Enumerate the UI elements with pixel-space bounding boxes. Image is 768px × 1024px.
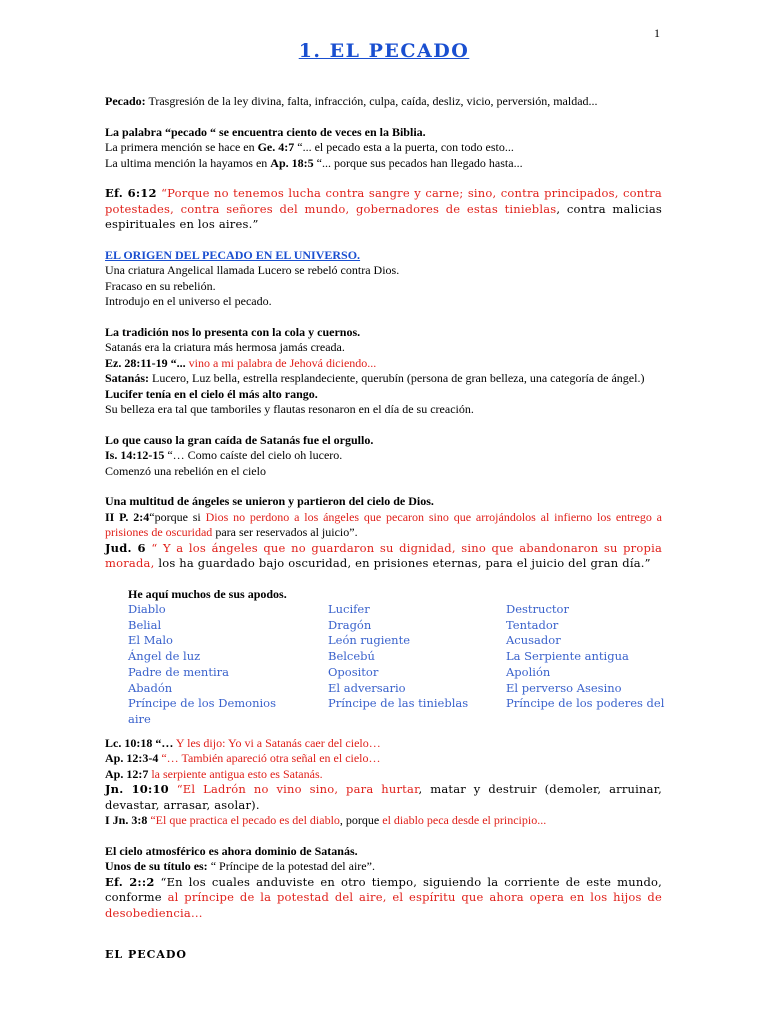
- apodo-item: El Malo: [128, 633, 173, 648]
- multitud-heading: Una multitud de ángeles se unieron y partieron del cielo de Dios.: [105, 494, 434, 508]
- citas-section: Lc. 10:18 “… Y les dijo: Yo vi a Satanás caer del cielo… Ap. 12:3-4 “… También apareció otra señal en el cielo… Ap. 12:7 la serpiente antigua esto es Satanás. Jn. 10:10 “El Ladrón no vino sino, para hurtar, matar y destruir (demoler, arruinar, devastar, arrasar, asolar). I Jn. 3:8 “El que practica el pecado es del diablo, porque el diablo peca desde el principio...: [105, 735, 662, 828]
- apodo-item: Príncipe de los poderes del: [506, 696, 665, 711]
- apodo-item: Ángel de luz: [128, 649, 201, 664]
- apodo-item: Destructor: [506, 602, 569, 616]
- palabra-line1: La palabra “pecado “ se encuentra ciento de veces en la Biblia.: [105, 124, 426, 139]
- apodo-item: Príncipe de los Demonios: [128, 696, 277, 711]
- apodos-heading: He aquí muchos de sus apodos.: [128, 586, 287, 601]
- atmosferico-heading: El cielo atmosférico es ahora dominio de Satanás.: [105, 843, 358, 858]
- apodo-item: Apolión: [506, 664, 551, 679]
- ref-jn: Jn. 10:10: [105, 782, 169, 797]
- apodo-item: Príncipe de las tinieblas: [328, 696, 469, 711]
- apodo-item: La Serpiente antigua: [506, 649, 629, 664]
- apodo-item: León rugiente: [328, 633, 411, 648]
- apodo-item: Lucifer: [328, 602, 370, 616]
- page-footer: EL PECADO: [105, 948, 188, 961]
- caida-section: Lo que causo la gran caída de Satanás fue el orgullo. Is. 14:12-15 “… Como caíste del cielo oh lucero. Comenzó una rebelión en el cielo: [105, 432, 374, 478]
- ref-ap: Ap. 18:5: [270, 155, 314, 170]
- palabra-section: La palabra “pecado “ se encuentra ciento de veces en la Biblia. La primera mención se hace en Ge. 4:7 “... el pecado esta a la puerta, con todo esto... La ultima mención la hayamos en Ap. 18:5 “... porque sus pecados han llegado hasta...: [105, 124, 523, 170]
- apodo-item: Diablo: [128, 602, 166, 616]
- ref-jud: Jud. 6: [105, 540, 146, 555]
- ref-ef-2-2: Ef. 2::2: [105, 874, 155, 889]
- atmosferico-section: El cielo atmosférico es ahora dominio de Satanás. Unos de su título es: “ Príncipe de la potestad del aire”. Ef. 2::2 “En los cuales anduviste en otro tiempo, siguiendo la corriente de este mundo, conforme al príncipe de la potestad del aire, el espíritu que ahora opera en los hijos de desobediencia...: [105, 843, 663, 920]
- ref-is: Is. 14:12-15: [105, 448, 165, 462]
- apodo-item: El perverso Asesino: [506, 680, 622, 695]
- apodo-item: Acusador: [506, 633, 561, 648]
- efesios-quote: Ef. 6:12 “Porque no tenemos lucha contra sangre y carne; sino, contra principados, contra potestades, contra señores del mundo, gobernadores de estas tinieblas, contra malicias espirituales en los aires.”: [105, 186, 662, 231]
- apodos-list: [128, 602, 665, 728]
- apodo-item: Belcebú: [328, 649, 375, 664]
- apodo-item: Padre de mentira: [128, 664, 229, 679]
- ref-ef-6-12: Ef. 6:12: [105, 186, 157, 200]
- ref-ap-12-3: Ap. 12:3-4: [105, 751, 159, 766]
- apodo-item: Belial: [128, 617, 162, 632]
- ref-lc: Lc. 10:18 “…: [105, 735, 174, 750]
- pecado-label: Pecado:: [105, 94, 146, 108]
- ref-ap-12-7: Ap. 12:7: [105, 766, 149, 781]
- origen-section: EL ORIGEN DEL PECADO EN EL UNIVERSO. Una criatura Angelical llamada Lucero se rebeló contra Dios. Fracaso en su rebelión. Introdujo en el universo el pecado.: [105, 247, 400, 308]
- apodo-item: El adversario: [328, 680, 406, 695]
- apodo-item: Opositor: [328, 664, 379, 679]
- apodo-item-wrap: aire: [128, 711, 151, 726]
- multitud-section: Una multitud de ángeles se unieron y partieron del cielo de Dios. II P. 2:4“porque si Dios no perdono a los ángeles que pecaron sino que arrojándolos al infierno los entrego a prisiones de oscuridad para ser reservados al juicio”. Jud. 6 “ Y a los ángeles que no guardaron su dignidad, sino que abandonaron su propia morada, los ha guardado bajo oscuridad, en prisiones eternas, para el juicio del gran día.”: [105, 494, 663, 570]
- ref-1jn: I Jn. 3:8: [105, 813, 148, 828]
- ref-2p: II P. 2:4: [105, 509, 150, 524]
- ref-ge: Ge. 4:7: [257, 140, 295, 154]
- titulo-label: Unos de su título es:: [105, 859, 208, 874]
- caida-heading: Lo que causo la gran caída de Satanás fue el orgullo.: [105, 432, 374, 447]
- origen-heading: EL ORIGEN DEL PECADO EN EL UNIVERSO.: [105, 247, 361, 262]
- tradicion-section: La tradición nos lo presenta con la cola y cuernos. Satanás era la criatura más hermosa jamás creada. Ez. 28:11-19 “... vino a mi palabra de Jehová diciendo... Satanás: Lucero, Luz bella, estrella resplandeciente, querubín (persona de gran belleza, una categoría de ángel.) Lucifer tenía en el cielo él más alto rango. Su belleza era tal que tamboriles y flautas resonaron en el día de su creación.: [105, 324, 645, 416]
- pecado-text: Trasgresión de la ley divina, falta, infracción, culpa, caída, desliz, vicio, perversión, maldad...: [145, 94, 598, 108]
- ref-ez: Ez. 28:11-19 “...: [105, 355, 186, 370]
- apodo-item: Tentador: [506, 617, 559, 632]
- document-body: [105, 94, 665, 921]
- pecado-definition: [105, 94, 662, 110]
- page-title: 1. EL PECADO: [298, 40, 470, 62]
- page-number: 1: [654, 26, 660, 40]
- satanas-label: Satanás:: [105, 371, 150, 385]
- lucifer-line: Lucifer tenía en el cielo él más alto rango.: [105, 386, 318, 401]
- apodo-item: Abadón: [128, 680, 173, 695]
- tradicion-heading: La tradición nos lo presenta con la cola y cuernos.: [105, 324, 361, 339]
- apodo-item: Dragón: [328, 617, 372, 632]
